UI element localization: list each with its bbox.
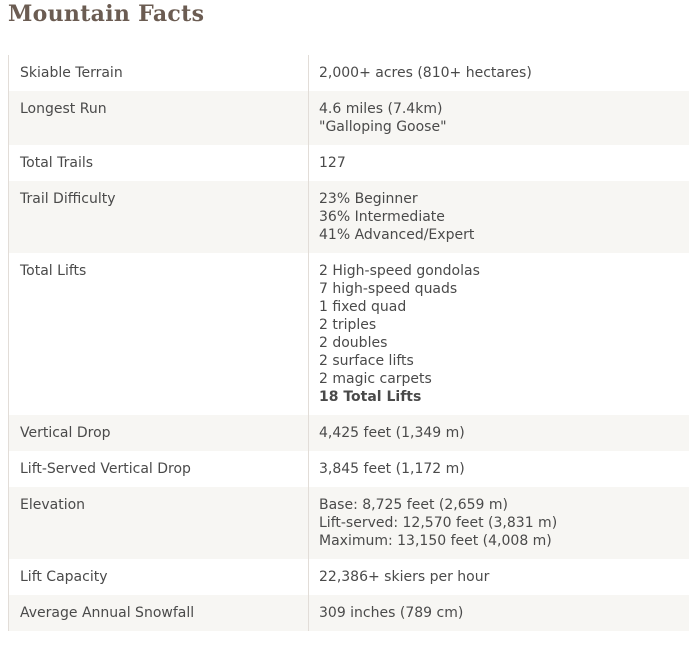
value-line: 23% Beginner [319, 191, 418, 207]
value-line: "Galloping Goose" [319, 119, 447, 135]
table-row [9, 451, 690, 487]
value-line: 2 doubles [319, 335, 388, 351]
value-line: 1 fixed quad [319, 299, 407, 315]
value-line: 2 magic carpets [319, 371, 432, 387]
value-line: 2 High-speed gondolas [319, 263, 480, 279]
table-row [9, 595, 690, 631]
row-value [309, 91, 690, 145]
value-line: 4.6 miles (7.4km) [319, 101, 443, 117]
row-value [309, 145, 690, 181]
row-label: Vertical Drop [9, 415, 309, 451]
row-value [309, 595, 690, 631]
row-label: Elevation [9, 487, 309, 559]
table-row [9, 55, 690, 91]
value-line: 309 inches (789 cm) [319, 605, 464, 621]
table-row [9, 487, 690, 559]
row-label: Trail Difficulty [9, 181, 309, 253]
row-value [309, 181, 690, 253]
row-label: Lift Capacity [9, 559, 309, 595]
row-label: Lift-Served Vertical Drop [9, 451, 309, 487]
total-lifts-value: 18 Total Lifts [319, 389, 422, 405]
value-line: 41% Advanced/Expert [319, 227, 475, 243]
row-label: Longest Run [9, 91, 309, 145]
value-line: 7 high-speed quads [319, 281, 458, 297]
mountain-facts-table [8, 55, 689, 631]
value-line: 127 [319, 155, 346, 171]
value-line: 36% Intermediate [319, 209, 445, 225]
table-row [9, 91, 690, 145]
row-label: Total Trails [9, 145, 309, 181]
row-label: Skiable Terrain [9, 55, 309, 91]
value-line: 22,386+ skiers per hour [319, 569, 490, 585]
value-line: 2,000+ acres (810+ hectares) [319, 65, 532, 81]
row-value [309, 415, 690, 451]
value-line: Lift-served: 12,570 feet (3,831 m) [319, 515, 558, 531]
page-title: Mountain Facts [8, 1, 205, 27]
value-line: 4,425 feet (1,349 m) [319, 425, 465, 441]
row-value [309, 559, 690, 595]
value-line: Base: 8,725 feet (2,659 m) [319, 497, 508, 513]
value-line: 2 surface lifts [319, 353, 414, 369]
row-value [309, 55, 690, 91]
value-line: Maximum: 13,150 feet (4,008 m) [319, 533, 552, 549]
row-value [309, 253, 690, 415]
value-line: 2 triples [319, 317, 377, 333]
row-value [309, 487, 690, 559]
row-value [309, 451, 690, 487]
row-label: Total Lifts [9, 253, 309, 415]
row-label: Average Annual Snowfall [9, 595, 309, 631]
value-line: 3,845 feet (1,172 m) [319, 461, 465, 477]
table-row [9, 415, 690, 451]
table-row [9, 181, 690, 253]
table-row [9, 253, 690, 415]
table-row [9, 145, 690, 181]
table-row [9, 559, 690, 595]
